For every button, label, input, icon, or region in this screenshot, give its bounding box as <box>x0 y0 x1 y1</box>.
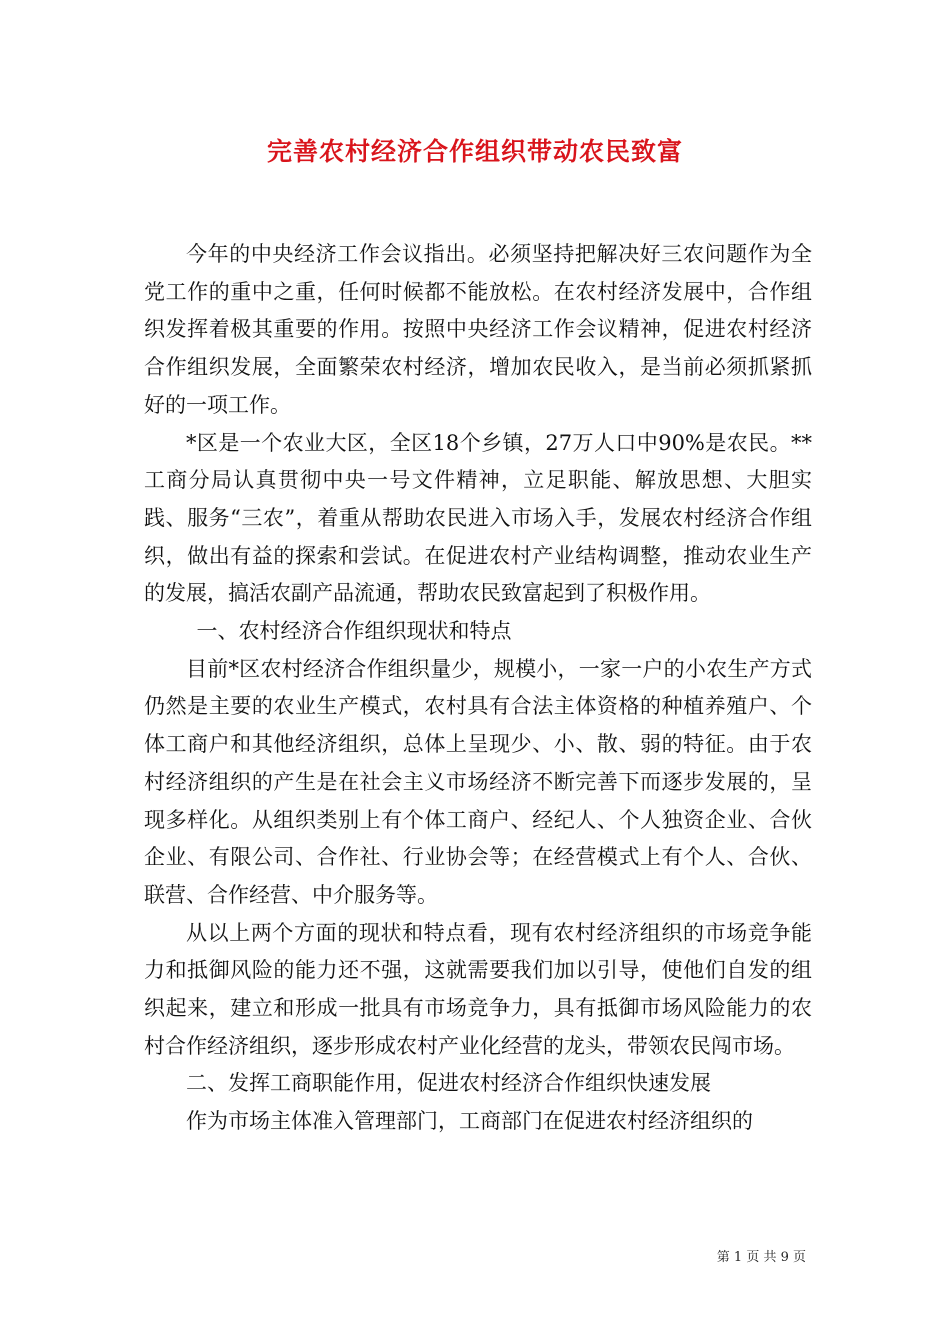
paragraph-district: *区是一个农业大区，全区18个乡镇，27万人口中90%是农民。**工商分局认真贯彻中央一号文件精神，立足职能、解放思想、大胆实践、服务“三农”，着重从帮助农民进入市场入手，发展农村经济合作组织，做出有益的探索和尝试。在促进农村产业结构调整，推动农业生产的发展，搞活农副产品流通，帮助农民致富起到了积极作用。 <box>144 430 812 606</box>
paragraph-intro: 今年的中央经济工作会议指出。必须坚持把解决好三农问题作为全党工作的重中之重，任何时候都不能放松。在农村经济发展中，合作组织发挥着极其重要的作用。按照中央经济工作会议精神，促进农村经济合作组织发展，全面繁荣农村经济，增加农民收入，是当前必须抓紧抓好的一项工作。 <box>144 242 812 417</box>
section-heading-2: 二、发挥工商职能作用，促进农村经济合作组织快速发展 <box>186 1071 711 1096</box>
paragraph-status: 目前*区农村经济合作组织量少，规模小，一家一户的小农生产方式仍然是主要的农业生产模式，农村具有合法主体资格的种植养殖户、个体工商户和其他经济组织，总体上呈现少、小、散、弱的特征。由于农村经济组织的产生是在社会主义市场经济不断完善下而逐步发展的，呈现多样化。从组织类别上有个体工商户、经纪人、个人独资企业、合伙企业、有限公司、合作社、行业协会等；在经营模式上有个人、合伙、联营、合作经营、中介服务等。 <box>144 656 812 907</box>
section-heading-1: 一、农村经济合作组织现状和特点 <box>196 619 512 644</box>
paragraph-analysis: 从以上两个方面的现状和特点看，现有农村经济组织的市场竞争能力和抵御风险的能力还不强，这就需要我们加以引导，使他们自发的组织起来，建立和形成一批具有市场竞争力，具有抵御市场风险能力的农村合作经济组织，逐步形成农村产业化经营的龙头，带领农民闯市场。 <box>144 920 812 1058</box>
document-title: 完善农村经济合作组织带动农民致富 <box>266 137 683 166</box>
page-number-footer: 第 1 页 共 9 页 <box>716 1250 806 1265</box>
document-body <box>144 236 812 1141</box>
paragraph-role: 作为市场主体准入管理部门，工商部门在促进农村经济组织的 <box>186 1109 753 1134</box>
